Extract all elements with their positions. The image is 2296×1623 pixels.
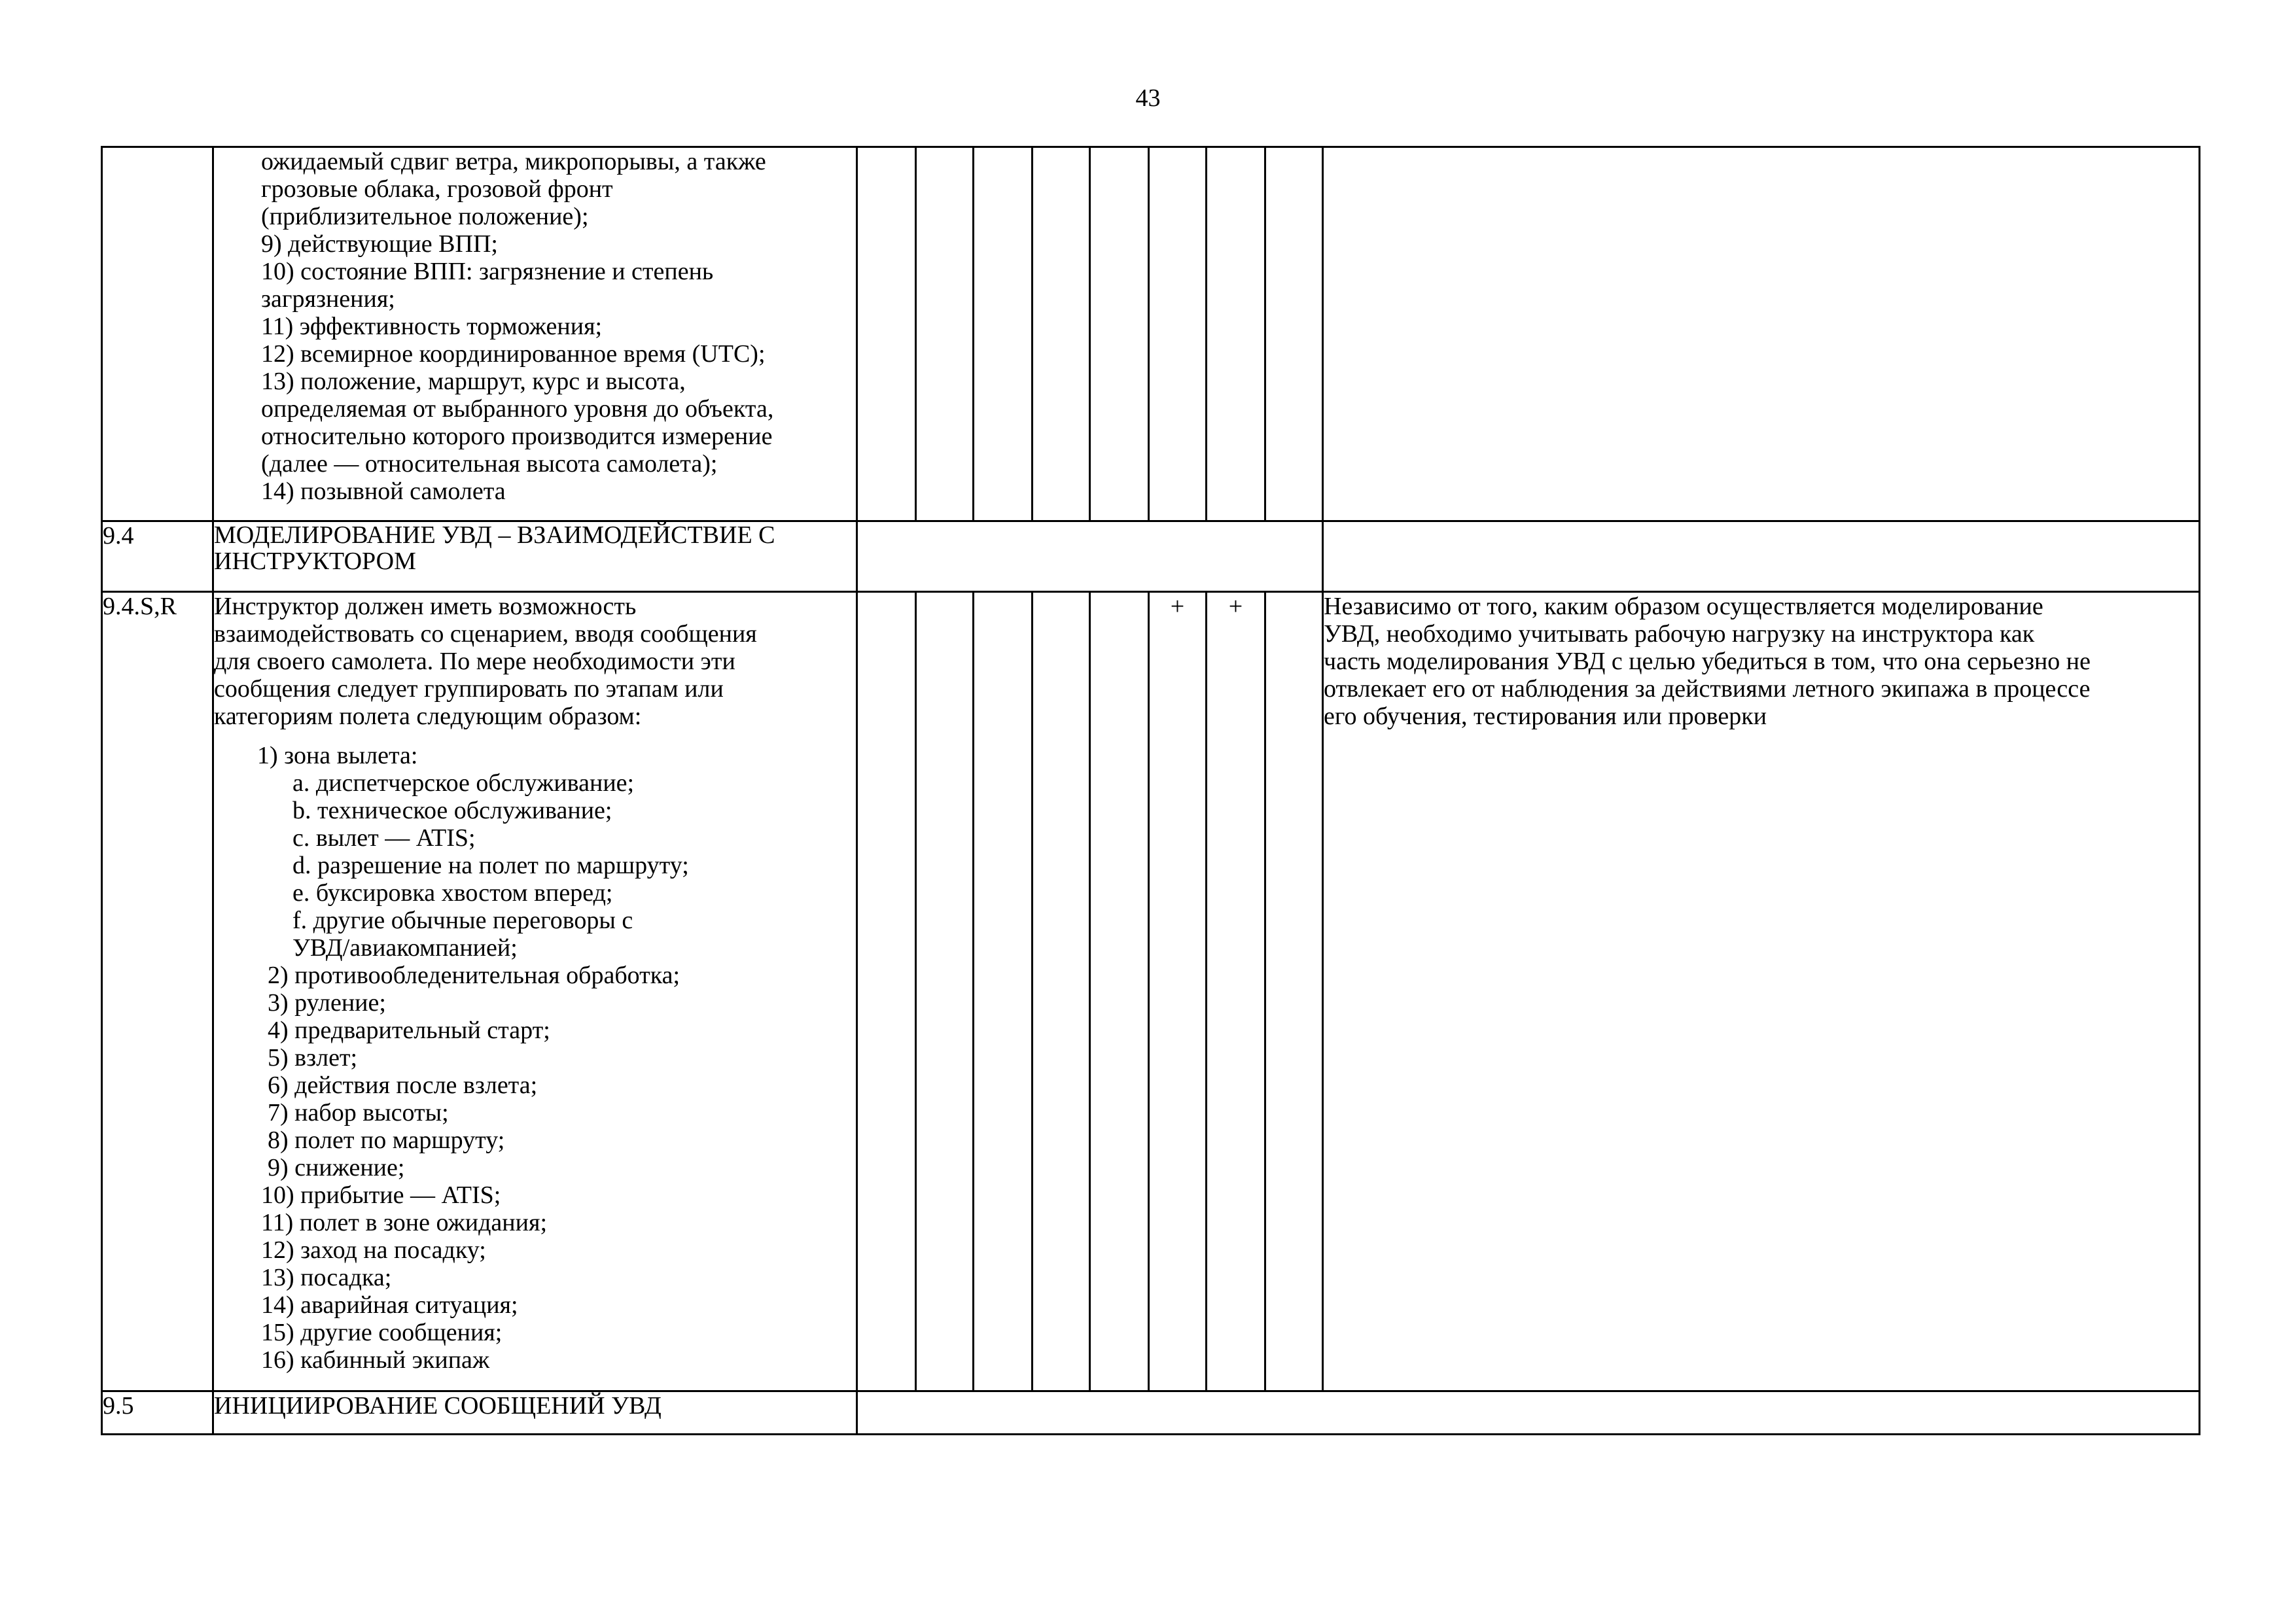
mark-cell: + xyxy=(1207,592,1265,1391)
mark-cell xyxy=(1090,147,1149,521)
list-item: 16) кабинный экипаж xyxy=(261,1346,490,1374)
content-cell xyxy=(213,592,857,1391)
row-number-cell xyxy=(102,147,213,521)
list-item: относительно которого производится измерение xyxy=(261,423,773,450)
section-heading xyxy=(213,521,857,592)
list-item: грозовые облака, грозовой фронт xyxy=(261,175,613,203)
list-item: 3) руление; xyxy=(268,989,386,1017)
comment-line: отвлекает его от наблюдения за действиями летного экипажа в процессе xyxy=(1324,675,2091,703)
mark-cell xyxy=(857,147,916,521)
list-item: 12) всемирное координированное время (UTC); xyxy=(261,340,766,368)
mark-cell xyxy=(916,147,974,521)
list-item: загрязнения; xyxy=(261,285,395,313)
comment-cell xyxy=(1323,592,2200,1391)
row-number: 9.5 xyxy=(102,1391,213,1435)
mark-cell xyxy=(1265,592,1323,1391)
list-item: 7) набор высоты; xyxy=(268,1099,449,1126)
mark-cell: + xyxy=(1149,592,1207,1391)
list-item: 6) действия после взлета; xyxy=(268,1072,538,1099)
list-item: ожидаемый сдвиг ветра, микропорывы, а также xyxy=(261,148,766,175)
list-item: 15) другие сообщения; xyxy=(261,1319,503,1346)
section-heading-line: ИНСТРУКТОРОМ xyxy=(214,548,416,575)
list-item: 14) позывной самолета xyxy=(261,478,506,505)
list-item: 2) противообледенительная обработка; xyxy=(268,962,680,989)
merged-mark-cell xyxy=(857,521,1323,592)
merged-cell xyxy=(857,1391,2200,1435)
list-item: 13) положение, маршрут, курс и высота, xyxy=(261,368,686,395)
list-item: 9) снижение; xyxy=(268,1154,405,1181)
intro-line: сообщения следует группировать по этапам или xyxy=(214,675,724,703)
list-item: (далее — относительная высота самолета); xyxy=(261,450,718,478)
mark-cell xyxy=(1149,147,1207,521)
page-number: 43 xyxy=(1135,84,1161,112)
section-heading-line: МОДЕЛИРОВАНИЕ УВД – ВЗАИМОДЕЙСТВИЕ С xyxy=(214,521,775,549)
list-item: 11) полет в зоне ожидания; xyxy=(261,1209,547,1236)
list-item: определяемая от выбранного уровня до объекта, xyxy=(261,395,774,423)
list-item: УВД/авиакомпанией; xyxy=(292,934,518,962)
list-item: e. буксировка хвостом вперед; xyxy=(292,879,613,907)
list-item: a. диспетчерское обслуживание; xyxy=(292,769,635,797)
mark-cell xyxy=(974,592,1033,1391)
intro-line: категориям полета следующим образом: xyxy=(214,703,642,730)
list-item: f. другие обычные переговоры с xyxy=(292,907,633,934)
intro-line: взаимодействовать со сценарием, вводя сообщения xyxy=(214,620,757,648)
list-item: 9) действующие ВПП; xyxy=(261,230,498,258)
mark-cell xyxy=(1090,592,1149,1391)
zone-title: 1) зона вылета: xyxy=(257,742,418,769)
content-cell xyxy=(213,147,857,521)
list-item: b. техническое обслуживание; xyxy=(292,797,612,824)
list-item: 10) состояние ВПП: загрязнение и степень xyxy=(261,258,714,285)
list-item: 8) полет по маршруту; xyxy=(268,1126,505,1154)
comment-line: УВД, необходимо учитывать рабочую нагрузку на инструктора как xyxy=(1324,620,2035,648)
intro-line: Инструктор должен иметь возможность xyxy=(214,593,637,620)
mark-cell xyxy=(1033,592,1090,1391)
list-item: c. вылет — ATIS; xyxy=(292,824,476,852)
mark-cell xyxy=(1207,147,1265,521)
requirements-table xyxy=(101,146,2200,1435)
mark-cell xyxy=(1265,147,1323,521)
list-item: 10) прибытие — ATIS; xyxy=(261,1181,501,1209)
comment-line: Независимо от того, каким образом осуществляется моделирование xyxy=(1324,593,2043,620)
comment-line: его обучения, тестирования или проверки xyxy=(1324,703,1767,730)
list-item: 5) взлет; xyxy=(268,1044,358,1072)
list-item: 13) посадка; xyxy=(261,1264,392,1291)
mark-cell xyxy=(916,592,974,1391)
table-row xyxy=(102,592,2200,1391)
list-item: d. разрешение на полет по маршруту; xyxy=(292,852,689,879)
intro-line: для своего самолета. По мере необходимости эти xyxy=(214,648,735,675)
table-row xyxy=(102,147,2200,521)
mark-cell xyxy=(974,147,1033,521)
row-number: 9.4.S,R xyxy=(102,592,213,1391)
list-item: 11) эффективность торможения; xyxy=(261,313,603,340)
comment-cell xyxy=(1323,147,2200,521)
table-row xyxy=(102,1391,2200,1435)
row-number: 9.4 xyxy=(102,521,213,592)
comment-line: часть моделирования УВД с целью убедиться в том, что она серьезно не xyxy=(1324,648,2091,675)
comment-cell xyxy=(1323,521,2200,592)
mark-cell xyxy=(1033,147,1090,521)
list-item: 12) заход на посадку; xyxy=(261,1236,486,1264)
list-item: 4) предварительный старт; xyxy=(268,1017,550,1044)
table-row xyxy=(102,521,2200,592)
list-item: 14) аварийная ситуация; xyxy=(261,1291,518,1319)
list-item: (приблизительное положение); xyxy=(261,203,589,230)
section-heading: ИНИЦИИРОВАНИЕ СООБЩЕНИЙ УВД xyxy=(213,1391,857,1435)
mark-cell xyxy=(857,592,916,1391)
